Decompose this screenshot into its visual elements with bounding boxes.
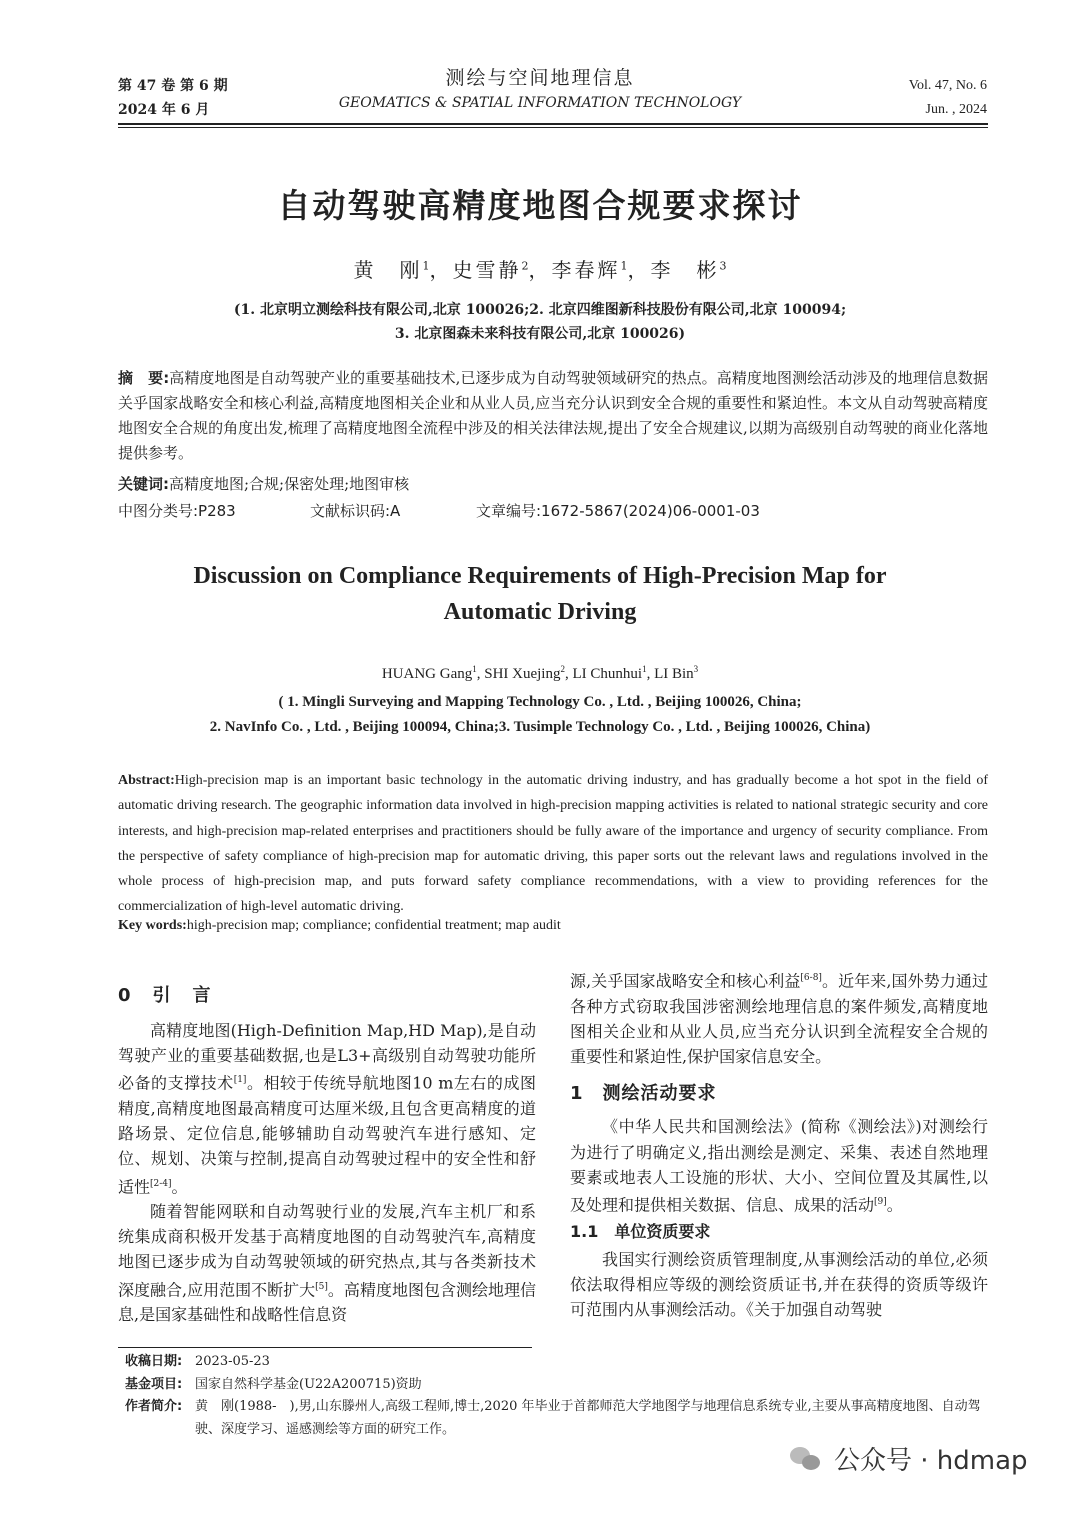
article-number: 文章编号:1672-5867(2024)06-0001-03	[476, 502, 760, 520]
author-affil-sup: 2	[521, 259, 529, 273]
footnote-rule	[118, 1347, 532, 1348]
paragraph-text: 。	[171, 1176, 188, 1196]
affiliation-line: 3. 北京图森未来科技有限公司,北京 100026)	[394, 326, 686, 342]
footnote-value: 国家自然科学基金(U22A200715)资助	[195, 1376, 422, 1392]
author-name: 黄 刚	[353, 258, 423, 282]
body-paragraph	[570, 966, 988, 1069]
author-affil-sup: 2	[560, 664, 565, 674]
paragraph-text: 随着智能网联和自动驾驶行业的发展,汽车主机厂和系统集成商积极开发基于高精度地图的自动驾驶汽车,高精度地图已逐步成为自动驾驶领域的研究热点,其与各类新技术深度融合,应用范围不断扩大	[118, 1202, 536, 1300]
body-paragraph	[118, 1199, 536, 1327]
abstract-text-en: High-precision map is an important basic technology in the automatic driving industry, and has gradually become a hot spot in the field of automatic driving research. The geographic information data involved in high-precision mapping activities is related to national strategic security and core interests, and high-precision map-related enterprises and practitioners should be fully aware of the importance and urgency of security compliance. From the perspective of safety compliance of high-precision map for automatic driving, this paper sorts out the relevant laws and regulations involved in the whole process of high-precision map, and puts forward safety compliance recommendations, with a view to providing references for the commercialization of high-level automatic driving.	[118, 773, 988, 915]
footnote-received	[125, 1351, 988, 1374]
author-separator: ，	[429, 258, 453, 282]
paper-title-cn: 自动驾驶高精度地图合规要求探讨	[277, 186, 803, 225]
paragraph-text: 。相较于传统导航地图10 m左右的成图精度,高精度地图最高精度可达厘米级,且包含更高精度的道路场景、定位信息,能够辅助自动驾驶汽车进行感知、定位、规划、决策与控制,提高自动驾驶过程中的安全性和舒适性	[118, 1073, 536, 1196]
footnote	[125, 1351, 988, 1441]
body-paragraph	[570, 1114, 988, 1217]
author-separator: ,	[564, 666, 573, 682]
keywords-label-cn: 关键词:	[118, 475, 169, 493]
footnote-value: 黄 刚(1988- ),男,山东滕州人,高级工程师,博士,2020 年毕业于首都师范大学地图学与地理信息系统专业,主要从事高精度地图、自动驾驶、深度学习、遥感测绘等方面的研究工作。	[195, 1399, 981, 1437]
citation-ref: [9]	[874, 1196, 887, 1207]
paper-title-en	[0, 558, 1080, 630]
author-name-en: HUANG Gang	[381, 666, 473, 682]
footnote-value: 2023-05-23	[195, 1354, 270, 1369]
header-rule	[118, 123, 988, 125]
wechat-icon	[790, 1445, 824, 1473]
date-en: Jun. , 2024	[925, 102, 987, 117]
author-separator: ，	[528, 258, 552, 282]
title-en-line: Automatic Driving	[443, 599, 637, 625]
paragraph-text: 《中华人民共和国测绘法》(简称《测绘法》)对测绘行为进行了明确定义,指出测绘是测定、采集、表述自然地理要素或地表人工设施的形状、大小、空间位置及其属性,以及处理和提供相关数据、信息、成果的活动	[570, 1117, 988, 1215]
affiliation-line: (1. 北京明立测绘科技有限公司,北京 100026;2. 北京四维图新科技股份有限公司,北京 100094;	[233, 302, 847, 318]
journal-name-cn: 测绘与空间地理信息	[445, 67, 635, 89]
keywords-label-en: Key words:	[118, 918, 187, 933]
abstract-en	[118, 768, 988, 920]
author-name-en: LI Chunhui	[572, 666, 643, 682]
body-paragraph: 我国实行测绘资质管理制度,从事测绘活动的单位,必须依法取得相应等级的测绘资质证书,并在获得的资质等级许可范围内从事测绘活动。《关于加强自动驾驶	[570, 1249, 988, 1320]
author-name-en: SHI Xuejing	[484, 666, 561, 682]
body-paragraph	[118, 1018, 536, 1199]
document-code: 文献标识码:A	[310, 502, 401, 520]
citation-ref: [6-8]	[800, 973, 822, 983]
volume-issue-cn: 第 47 卷 第 6 期	[118, 78, 228, 94]
affiliation-line-en: ( 1. Mingli Surveying and Mapping Technology Co. , Ltd. , Beijing 100026, China;	[278, 694, 802, 710]
affiliations-en	[0, 690, 1080, 740]
author-name: 史雪静	[452, 258, 522, 282]
section-heading-1: 1 测绘活动要求	[570, 1083, 717, 1105]
body-column-right	[570, 966, 988, 1322]
footnote-label: 收稿日期:	[125, 1354, 183, 1369]
author-affil-sup: 3	[693, 664, 699, 674]
author-name-en: LI Bin	[654, 666, 694, 682]
keywords-en	[118, 918, 561, 934]
affiliations-cn	[0, 298, 1080, 346]
abstract-label-cn: 摘 要:	[118, 369, 170, 387]
footnote-author	[125, 1396, 988, 1441]
abstract-label-en: Abstract:	[118, 773, 175, 788]
author-affil-sup: 1	[422, 259, 430, 273]
abstract-cn	[118, 366, 988, 466]
paragraph-text: 。高精度地图包含测绘地理信息,是国家基础性和战略性信息资	[118, 1280, 536, 1325]
paragraph-text: 源,关乎国家战略安全和核心利益	[570, 971, 801, 991]
title-en-line: Discussion on Compliance Requirements of High-Precision Map for	[193, 563, 887, 589]
authors-cn	[0, 254, 1080, 283]
keywords-cn	[118, 473, 409, 494]
watermark	[790, 1440, 1028, 1477]
author-affil-sup: 1	[642, 664, 647, 674]
body-column-left	[118, 1018, 536, 1327]
subsection-heading-1-1: 1.1 单位资质要求	[570, 1222, 711, 1242]
citation-ref: [2-4]	[150, 1178, 172, 1189]
footnote-label: 基金项目:	[125, 1376, 183, 1392]
keywords-text-en: high-precision map; compliance; confidential treatment; map audit	[186, 918, 561, 933]
author-separator: ,	[476, 666, 485, 682]
journal-name-en: GEOMATICS & SPATIAL INFORMATION TECHNOLOGY	[338, 95, 742, 111]
author-separator: ,	[646, 666, 655, 682]
author-separator: ，	[627, 258, 651, 282]
header-rule-thin	[118, 127, 988, 128]
author-affil-sup: 1	[620, 259, 628, 273]
paragraph-text: 高精度地图(High-Definition Map,HD Map),是自动驾驶产业的重要基础数据,也是L3+高级别自动驾驶功能所必备的支撑技术	[118, 1021, 536, 1093]
volume-issue-en: Vol. 47, No. 6	[908, 78, 987, 93]
section-heading-0: 0 引 言	[118, 985, 213, 1006]
footnote-label: 作者简介:	[125, 1399, 183, 1414]
journal-volume-en	[909, 74, 987, 122]
affiliation-line-en: 2. NavInfo Co. , Ltd. , Beijing 100094, China;3. Tusimple Technology Co. , Ltd. , Beijing 100026, China)	[209, 719, 871, 735]
author-name: 李春辉	[551, 258, 621, 282]
paragraph-text: 。	[886, 1195, 903, 1215]
authors-en	[0, 664, 1080, 683]
paragraph-text: 。近年来,国外势力通过各种方式窃取我国涉密测绘地理信息的案件频发,高精度地图相关企业和从业人员,应当充分认识到全流程安全合规的重要性和紧迫性,保护国家信息安全。	[570, 971, 988, 1066]
citation-ref: [5]	[315, 1281, 328, 1292]
abstract-text-cn: 高精度地图是自动驾驶产业的重要基础技术,已逐步成为自动驾驶领域研究的热点。高精度地图测绘活动涉及的地理信息数据关乎国家战略安全和核心利益,高精度地图相关企业和从业人员,应当充分认识到安全合规的重要性和紧迫性。本文从自动驾驶高精度地图安全合规的角度出发,梳理了高精度地图全流程中涉及的相关法律法规,提出了安全合规建议,以期为高级别自动驾驶的商业化落地提供参考。	[118, 369, 988, 462]
author-affil-sup: 3	[719, 259, 727, 273]
citation-ref: [1]	[233, 1075, 247, 1086]
clc-number: 中图分类号:P283	[118, 502, 236, 520]
author-affil-sup: 1	[472, 664, 477, 674]
footnote-fund	[125, 1374, 988, 1397]
keywords-text-cn: 高精度地图;合规;保密处理;地图审核	[169, 475, 410, 493]
watermark-text: 公众号 · hdmap	[834, 1446, 1028, 1476]
author-name: 李 彬	[650, 258, 720, 282]
date-cn: 2024 年 6 月	[118, 102, 210, 118]
